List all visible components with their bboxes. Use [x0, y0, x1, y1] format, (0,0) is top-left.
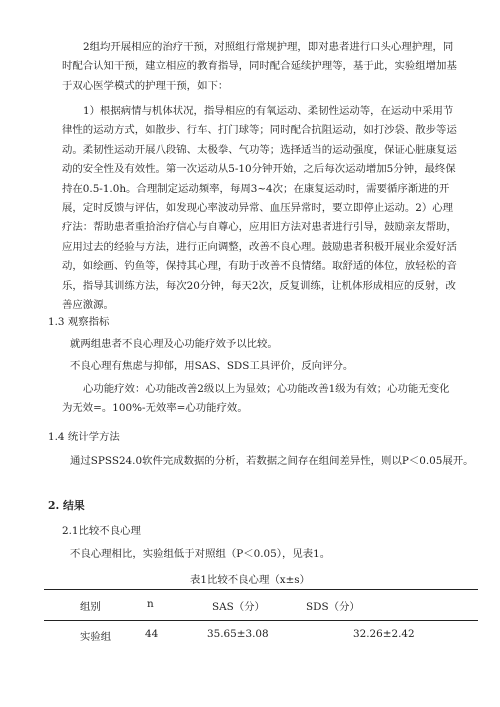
section-heading-observation: 1.3 观察指标 — [48, 316, 110, 328]
text-observation-1: 就两组患者不良心理及心功能疗效予以比较。 — [70, 338, 278, 350]
table-cell-n: 44 — [145, 628, 159, 640]
table-top-rule — [44, 589, 478, 590]
table-cell-sds: 32.26±2.42 — [353, 628, 415, 640]
table-header-group: 组别 — [80, 601, 101, 613]
subsection-heading-psychology: 2.1比较不良心理 — [62, 525, 141, 537]
section-heading-statistics: 1.4 统计学方法 — [48, 431, 120, 443]
table-header-sds: SDS（分） — [306, 601, 360, 613]
paragraph-cardiac-efficacy: 心功能疗效：心功能改善2级以上为显效；心功能改善1级为有效；心功能无变化为无效=。100%-无效率=心功能疗效。 — [62, 383, 450, 415]
table-cell-group: 实验组 — [80, 631, 112, 643]
table-header-sas: SAS（分） — [212, 601, 265, 613]
text-statistics: 通过SPSS24.0软件完成数据的分析，若数据之间存在组间差异性，则以P＜0.05展开。 — [70, 455, 474, 467]
table-caption: 表1比较不良心理（x±s） — [189, 574, 311, 586]
table-cell-sas: 35.65±3.08 — [207, 628, 269, 640]
paragraph-intervention: 2组均开展相应的治疗干预，对照组行常规护理，即对患者进行口头心理护理，同时配合认知干预，建立相应的教育指导，同时配合延续护理等，基于此，实验组增加基于双心医学模式的护理干预，如下： — [62, 41, 457, 92]
section-heading-results: 2. 结果 — [48, 499, 85, 512]
text-results: 不良心理相比，实验组低于对照组（P＜0.05），见表1。 — [70, 548, 331, 560]
paragraph-exercise-psychology: 1）根据病情与机体状况，指导相应的有氧运动、柔韧性运动等，在运动中采用节律性的运动方式，如散步、行车、打门球等；同时配合抗阻运动，如打沙袋、散步等运动。柔韧性运动开展八段锦、太极拳、气功等；选择适当的运动强度，保证心脏康复运动的安全性及有效性。第一次运动从5-10分钟开始，之后每次运动增加5分钟，最终保持在0.5-1.0h。合理制定运动频率，每周3~4次；在康复运动时，需要循序渐进的开展，定时反馈与评估，如发现心率波动异常、血压异常时，要立即停止运动。2）心理疗法：帮助患者重拾治疗信心与自尊心，应用旧方法对患者进行引导，鼓励亲友帮助，应用过去的经验与方法，进行正向调整，改善不良心理。鼓励患者积极开展业余爱好活动，如绘画、钓鱼等，保持其心理，有助于改善不良情绪。取舒适的体位，放轻松的音乐，指导其训练方法，每次20分钟，每天2次，反复训练，让机体形成相应的反射，改善应激源。 — [62, 105, 457, 312]
text-observation-2: 不良心理有焦虑与抑郁，用SAS、SDS工具评价，反向评分。 — [70, 360, 354, 372]
table-header-rule — [44, 620, 478, 621]
table-header-n: n — [147, 598, 154, 610]
